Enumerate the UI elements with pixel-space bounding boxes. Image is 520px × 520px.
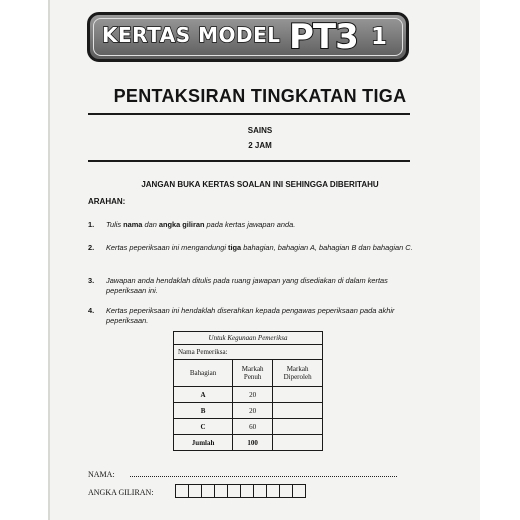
warning-text: JANGAN BUKA KERTAS SOALAN INI SEHINGGA DIBERITAHU — [141, 180, 379, 189]
table-row — [174, 387, 323, 403]
instruction-text: Kertas peperiksaan ini mengandungi tiga bahagian, bahagian A, bahagian B dan bahagian C. — [106, 243, 413, 252]
instruction-text: Kertas peperiksaan ini hendaklah diserahkan kepada pengawas peperiksaan pada akhir peperiksaan. — [106, 306, 395, 325]
banner-number: 1 — [371, 24, 388, 50]
page-title: PENTAKSIRAN TINGKATAN TIGA — [113, 86, 407, 106]
header-full-marks: Markah Penuh — [233, 360, 273, 387]
section-cell: A — [174, 387, 233, 403]
angka-giliran-digit-box[interactable] — [240, 484, 254, 498]
table-row — [174, 403, 323, 419]
header-obtained-marks: Markah Diperoleh — [273, 360, 323, 387]
obtained-marks-cell[interactable] — [273, 403, 323, 419]
name-label: NAMA: — [88, 470, 115, 479]
angka-giliran-digit-box[interactable] — [214, 484, 228, 498]
subject: SAINS — [247, 126, 273, 135]
table-row — [174, 419, 323, 435]
banner-title: KERTAS MODEL — [102, 23, 281, 47]
header-section: Bahagian — [174, 360, 233, 387]
duration: 2 JAM — [248, 141, 272, 150]
angka-giliran-boxes[interactable] — [176, 484, 306, 498]
total-obtained-marks[interactable] — [273, 435, 323, 451]
instruction-item — [88, 276, 414, 296]
angka-giliran-digit-box[interactable] — [188, 484, 202, 498]
angka-giliran-label: ANGKA GILIRAN: — [88, 488, 154, 497]
angka-giliran-digit-box[interactable] — [266, 484, 280, 498]
table-total-row — [174, 435, 323, 451]
instruction-text: Jawapan anda hendaklah ditulis pada ruang jawapan yang disediakan di dalam kertas peperiksaan ini. — [106, 276, 388, 295]
instruction-number: 4. — [88, 306, 95, 315]
banner-pt3: PT3 — [289, 17, 358, 57]
full-marks-cell: 20 — [233, 403, 273, 419]
instruction-item — [88, 220, 414, 230]
angka-giliran-digit-box[interactable] — [279, 484, 293, 498]
instruction-item — [88, 243, 414, 253]
instruction-number: 3. — [88, 276, 95, 285]
angka-giliran-digit-box[interactable] — [201, 484, 215, 498]
table-caption: Untuk Kegunaan Pemeriksa — [174, 332, 323, 345]
angka-giliran-digit-box[interactable] — [227, 484, 241, 498]
full-marks-cell: 20 — [233, 387, 273, 403]
title-rule-bottom — [88, 160, 410, 162]
page-edge — [48, 0, 50, 520]
examiner-name-label: Nama Pemeriksa: — [174, 345, 323, 360]
name-field[interactable] — [130, 476, 397, 477]
total-full-marks: 100 — [233, 435, 273, 451]
header-banner — [87, 12, 409, 62]
obtained-marks-cell[interactable] — [273, 387, 323, 403]
obtained-marks-cell[interactable] — [273, 419, 323, 435]
section-cell: B — [174, 403, 233, 419]
total-label: Jumlah — [174, 435, 233, 451]
examiner-table — [173, 331, 323, 451]
arahan-label: ARAHAN: — [88, 197, 126, 206]
instruction-text: Tulis nama dan angka giliran pada kertas jawapan anda. — [106, 220, 296, 229]
angka-giliran-digit-box[interactable] — [253, 484, 267, 498]
angka-giliran-digit-box[interactable] — [292, 484, 306, 498]
instruction-number: 1. — [88, 220, 95, 229]
instruction-item — [88, 306, 414, 326]
section-cell: C — [174, 419, 233, 435]
title-rule-top — [88, 113, 410, 115]
full-marks-cell: 60 — [233, 419, 273, 435]
angka-giliran-digit-box[interactable] — [175, 484, 189, 498]
instruction-number: 2. — [88, 243, 95, 252]
